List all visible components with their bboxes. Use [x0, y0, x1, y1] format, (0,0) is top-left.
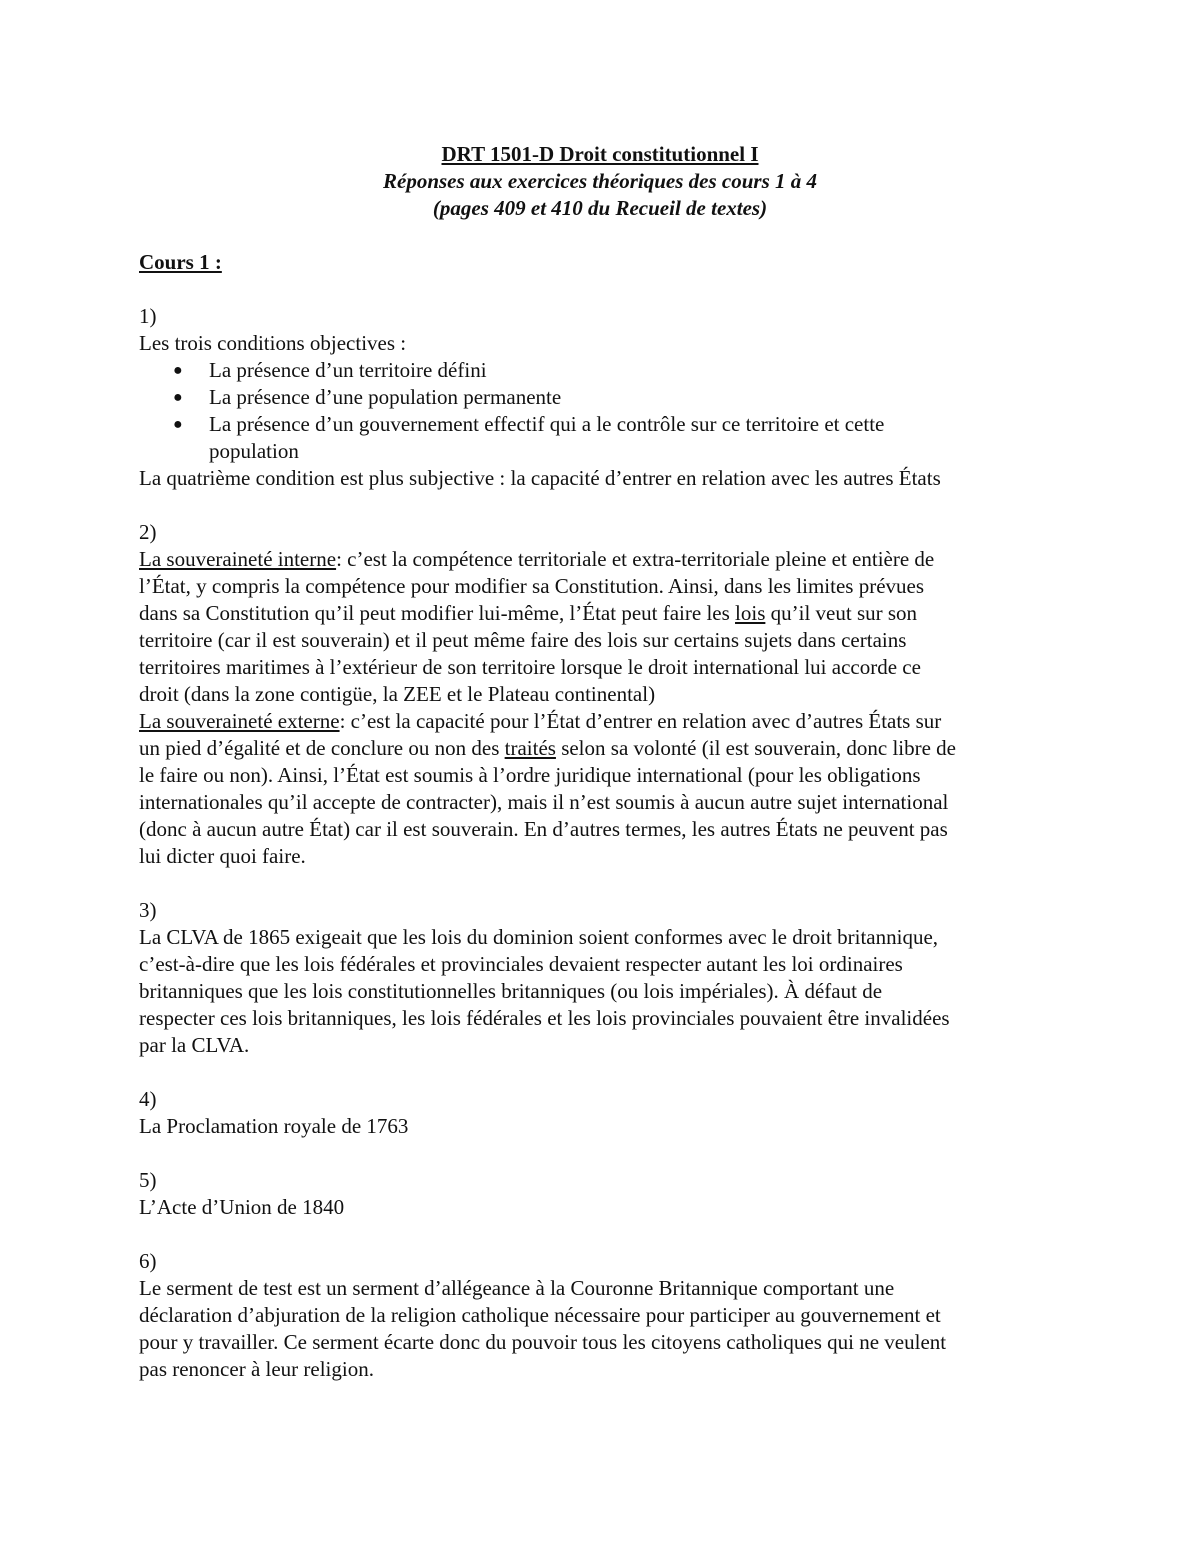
q2-line-3-text-b: qu’il veut sur son: [765, 601, 918, 625]
q2-line-6: droit (dans la zone contigüe, la ZEE et le Plateau continental): [139, 682, 656, 706]
question-number-5: 5): [139, 1168, 157, 1192]
q2-line-5: territoires maritimes à l’extérieur de son territoire lorsque le droit international lui accorde ce: [139, 655, 921, 679]
q2-line-11: (donc à aucun autre État) car il est souverain. En d’autres termes, les autres États ne peuvent pas: [139, 817, 948, 841]
question-number-2: 2): [139, 520, 157, 544]
q2-line-7-text: : c’est la capacité pour l’État d’entrer en relation avec d’autres États sur: [339, 709, 942, 733]
q6-line-1: Le serment de test est un serment d’allégeance à la Couronne Britannique comportant une: [139, 1276, 895, 1300]
term-souverainete-externe: La souveraineté externe: [139, 709, 340, 733]
q4-answer: La Proclamation royale de 1763: [139, 1114, 409, 1138]
q2-line-1: [139, 546, 934, 573]
q2-line-8: [139, 735, 956, 762]
q3-line-4: respecter ces lois britanniques, les lois fédérales et les lois provinciales pouvaient être invalidées: [139, 1006, 950, 1030]
q3-line-2: c’est-à-dire que les lois fédérales et provinciales devaient respecter autant les loi ordinaires: [139, 952, 903, 976]
q2-line-3: [139, 600, 917, 627]
q2-line-10: internationales qu’il accepte de contracter), mais il n’est soumis à aucun autre sujet international: [139, 790, 949, 814]
question-number-1: 1): [139, 304, 157, 328]
bullet-icon: ●: [173, 389, 183, 406]
q6-line-3: pour y travailler. Ce serment écarte donc du pouvoir tous les citoyens catholiques qui ne veulent: [139, 1330, 947, 1354]
bullet-icon: ●: [173, 362, 183, 379]
q2-line-8-text-b: selon sa volonté (il est souverain, donc libre de: [555, 736, 957, 760]
q1-bullet-1: La présence d’un territoire défini: [209, 358, 487, 382]
q3-line-1: La CLVA de 1865 exigeait que les lois du dominion soient conformes avec le droit britannique,: [139, 925, 939, 949]
q2-line-3-text-a: dans sa Constitution qu’il peut modifier lui-même, l’État peut faire les: [139, 601, 736, 625]
pages-reference: (pages 409 et 410 du Recueil de textes): [432, 196, 768, 220]
bullet-icon: ●: [173, 416, 183, 433]
q1-bullet-2: La présence d’une population permanente: [209, 385, 562, 409]
q1-bullet-3: La présence d’un gouvernement effectif qui a le contrôle sur ce territoire et cette: [209, 412, 885, 436]
document-subtitle: Réponses aux exercices théoriques des cours 1 à 4: [383, 169, 817, 193]
q6-line-2: déclaration d’abjuration de la religion catholique nécessaire pour participer au gouvernement et: [139, 1303, 941, 1327]
q3-line-3: britanniques que les lois constitutionnelles britanniques (ou lois impériales). À défaut de: [139, 979, 883, 1003]
q5-answer: L’Acte d’Union de 1840: [139, 1195, 345, 1219]
q2-line-1-text: : c’est la compétence territoriale et extra-territoriale pleine et entière de: [336, 547, 935, 571]
q2-line-8-text-a: un pied d’égalité et de conclure ou non des: [139, 736, 505, 760]
q2-line-4: territoire (car il est souverain) et il peut même faire des lois sur certains sujets dans certains: [139, 628, 907, 652]
q2-line-9: le faire ou non). Ainsi, l’État est soumis à l’ordre juridique international (pour les obligations: [139, 763, 921, 787]
section-heading: Cours 1 :: [139, 250, 222, 274]
q1-bullet-3-continued: population: [209, 439, 299, 463]
question-number-6: 6): [139, 1249, 157, 1273]
q1-conclusion: La quatrième condition est plus subjective : la capacité d’entrer en relation avec les autres États: [139, 466, 941, 490]
question-number-3: 3): [139, 898, 157, 922]
q2-line-7: [139, 708, 941, 735]
q2-line-12: lui dicter quoi faire.: [139, 844, 306, 868]
term-souverainete-interne: La souveraineté interne: [139, 547, 337, 571]
q3-line-5: par la CLVA.: [139, 1033, 250, 1057]
q2-line-2: l’État, y compris la compétence pour modifier sa Constitution. Ainsi, dans les limites prévues: [139, 574, 925, 598]
q6-line-4: pas renoncer à leur religion.: [139, 1357, 374, 1381]
question-number-4: 4): [139, 1087, 157, 1111]
q1-intro: Les trois conditions objectives :: [139, 331, 407, 355]
document-title: DRT 1501-D Droit constitutionnel I: [441, 142, 759, 166]
term-traites: traités: [504, 736, 556, 760]
term-lois: lois: [735, 601, 766, 625]
